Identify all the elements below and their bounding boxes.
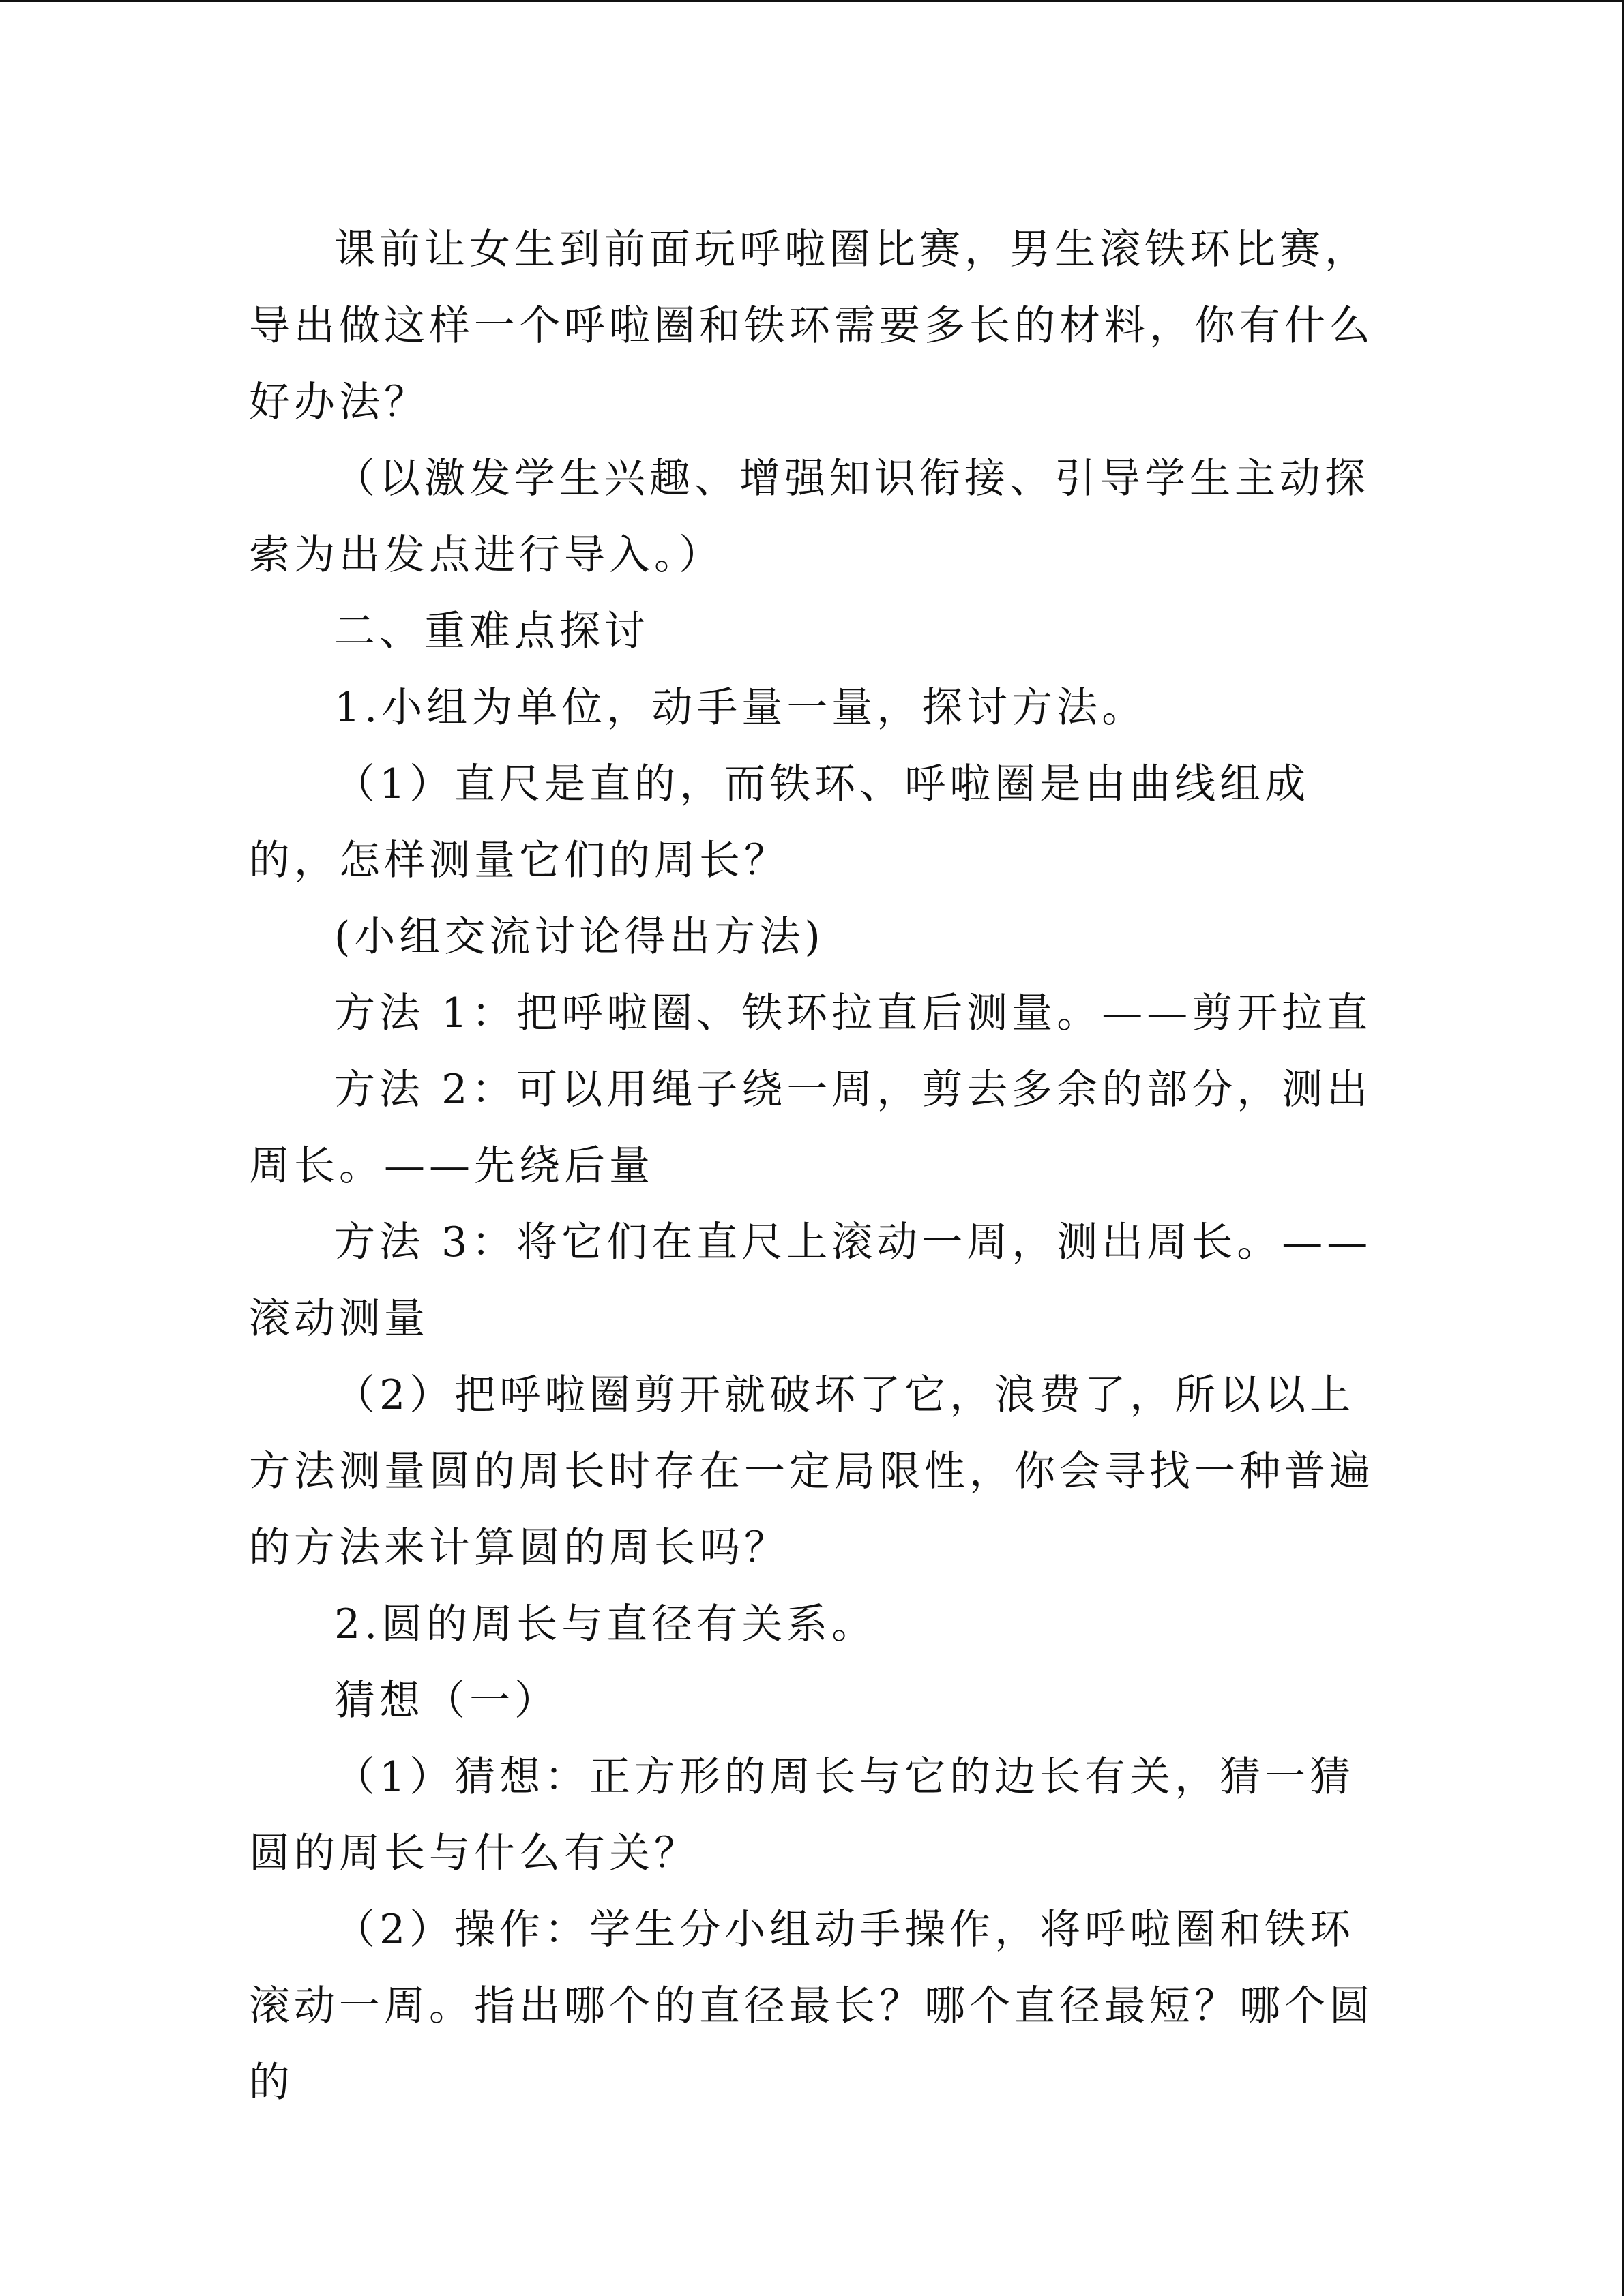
paragraph-question-1: （1）直尺是直的，而铁环、呼啦圈是由曲线组成的，怎样测量它们的周长？ (249, 760, 1310, 884)
paragraph-method-3: 方法 3：将它们在直尺上滚动一周，测出周长。——滚动测量 (249, 1219, 1372, 1343)
document-body (249, 211, 1374, 2121)
paragraph-guess-1: （1）猜想：正方形的周长与它的边长有关，猜一猜圆的周长与什么有关？ (249, 1753, 1355, 1877)
section-heading-key-points: 二、重难点探讨 (334, 608, 649, 655)
paragraph-operation-2: （2）操作：学生分小组动手操作，将呼啦圈和铁环滚动一周。指出哪个的直径最长？哪个直径最短？哪个圆的 (249, 1906, 1374, 2106)
paragraph-method-2: 方法 2：可以用绳子绕一周，剪去多余的部分，测出周长。——先绕后量 (249, 1066, 1372, 1190)
paragraph-guess-heading: 猜想（一） (334, 1677, 559, 1725)
paragraph-method-1: 方法 1：把呼啦圈、铁环拉直后测量。——剪开拉直 (334, 989, 1372, 1037)
paragraph-intro-activity: 课前让女生到前面玩呼啦圈比赛，男生滚铁环比赛，导出做这样一个呼啦圈和铁环需要多长的材料，你有什么好办法？ (249, 226, 1374, 426)
paragraph-question-2: （2）把呼啦圈剪开就破坏了它，浪费了，所以以上方法测量圆的周长时存在一定局限性，你会寻找一种普遍的方法来计算圆的周长吗？ (249, 1371, 1374, 1572)
paragraph-intro-purpose: （以激发学生兴趣、增强知识衔接、引导学生主动探索为出发点进行导入。） (249, 455, 1370, 579)
paragraph-group-discussion: (小组交流讨论得出方法) (334, 913, 825, 961)
paragraph-step-2: 2.圆的周长与直径有关系。 (334, 1600, 877, 1648)
paragraph-step-1: 1.小组为单位，动手量一量，探讨方法。 (334, 684, 1147, 732)
